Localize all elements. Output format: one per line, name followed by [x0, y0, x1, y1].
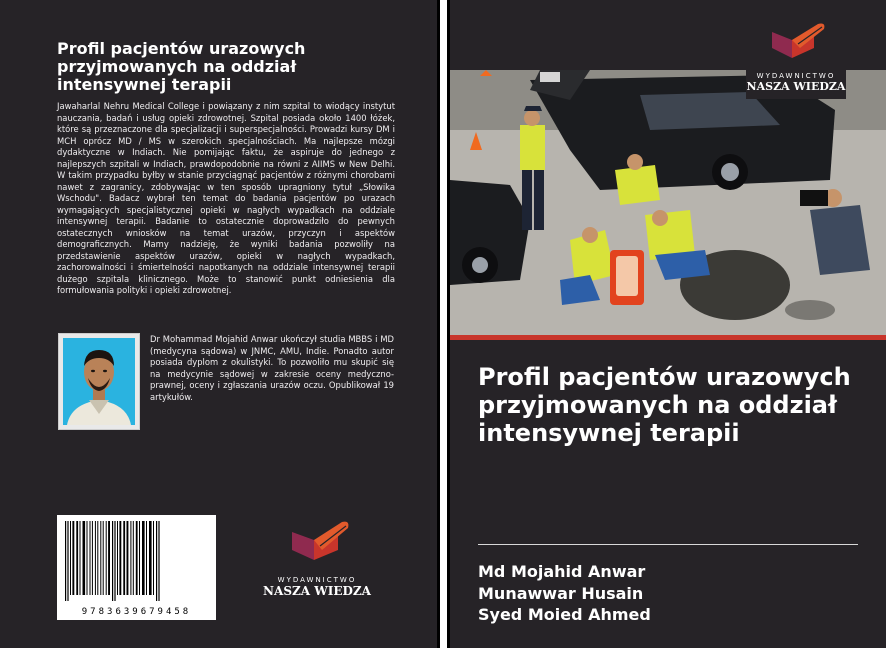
- barcode-bar: [83, 521, 86, 595]
- barcode-bar: [97, 521, 98, 595]
- publisher-label-small: WYDAWNICTWO: [277, 576, 357, 584]
- isbn-barcode: [57, 515, 216, 620]
- barcode-bar: [112, 521, 113, 601]
- publisher-label-big: NASZA WIEDZA: [263, 584, 371, 598]
- barcode-bar: [117, 521, 118, 595]
- author-portrait-image: [59, 334, 139, 429]
- publisher-logo-front: [746, 22, 846, 99]
- barcode-bar: [87, 521, 88, 595]
- spine-edge: [437, 0, 440, 648]
- barcode-bar: [149, 521, 152, 595]
- back-cover-title: Profil pacjentów urazowych przyjmowanych na oddział intensywnej terapii: [57, 39, 306, 94]
- barcode-bar: [67, 521, 68, 601]
- barcode-bar: [139, 521, 140, 595]
- author-name: Munawwar Husain: [478, 583, 644, 603]
- barcode-bar: [103, 521, 104, 595]
- barcode-bar: [142, 521, 145, 595]
- author-list: [478, 561, 651, 626]
- barcode-bar: [123, 521, 125, 595]
- barcode-bar: [156, 521, 157, 601]
- barcode-bars: [57, 515, 216, 605]
- barcode-bar: [80, 521, 81, 595]
- book-quill-icon: [746, 22, 846, 68]
- author-name: Syed Moied Ahmed: [478, 605, 651, 624]
- barcode-bar: [130, 521, 131, 595]
- barcode-bar: [153, 521, 154, 595]
- book-quill-icon: [262, 520, 372, 572]
- barcode-bar: [95, 521, 96, 595]
- barcode-bar: [133, 521, 134, 595]
- barcode-bar: [65, 521, 66, 601]
- barcode-bar: [90, 521, 91, 595]
- barcode-bar: [119, 521, 121, 595]
- accident-scene-photo: [450, 70, 886, 335]
- accident-scene-illustration: [450, 70, 886, 335]
- barcode-bar: [114, 521, 115, 601]
- barcode-bar: [127, 521, 129, 595]
- publisher-logo-back: [262, 520, 372, 598]
- isbn-number: 9783639679458: [81, 607, 192, 617]
- barcode-bar: [70, 521, 71, 595]
- barcode-bar: [72, 521, 74, 595]
- publisher-label-small: WYDAWNICTWO: [756, 72, 836, 80]
- title-divider: [478, 544, 858, 545]
- front-cover-title: Profil pacjentów urazowych przyjmowanych na oddział intensywnej terapii: [478, 363, 851, 447]
- author-name: Md Mojahid Anwar: [478, 562, 646, 581]
- author-bio: Dr Mohammad Mojahid Anwar ukończył studia MBBS i MD (medycyna sądowa) w JNMC, AMU, Indie. Ponadto autor posiada dyplom z okulistyki. To pozwoliło mu skupić się na medycynie sądowej w zakresie oceny medyczno-prawnej, oceny i zgłaszania urazów oczu. Opublikował 19 artykułów.: [150, 334, 394, 402]
- barcode-bar: [146, 521, 147, 595]
- accent-bar: [450, 335, 886, 340]
- barcode-bar: [136, 521, 138, 595]
- back-cover-description: Jawaharlal Nehru Medical College i powiązany z nim szpital to wiodący instytut nauczania, badań i usług opieki zdrowotnej. Szpital posiada około 1400 łóżek, które są przeznaczone dla specjalizacji i superspecjalności. Prowadzi kursy DM i MCH oprócz MD / MS w szerokich specjalnościach. Ma najlepsze mózgi dydaktyczne w Indiach. Nie pomijając faktu, że aspiruje do jednego z najlepszych szpitali w Indiach, prawdopodobnie na równi z AIIMS w New Delhi. W takim przypadku byłby w stanie przyciągnąć pacjentów z różnymi chorobami nawet z zagranicy, zdobywając w ten sposób upragniony tytuł „Słowika Wschodu". Badacz wybrał ten temat do badania pacjentów po urazach wymagających specjalistycznej opieki w nagłych wypadkach na oddziale intensywnej terapii. Badanie to ostatecznie doprowadziło do pewnych ostatecznych wniosków na temat urazów, przyczyn i aspektów demograficznych. Mamy nadzieję, że wyniki badania pozwoliły na przedstawienie aspektów urazów, opieki w nagłych wypadkach, zachorowalności i śmiertelności napotkanych na oddziale intensywnej terapii dużego szpitala klinicznego. Może to stanowić punkt odniesienia dla formułowania polityki i opieki zdrowotnej.: [57, 101, 395, 295]
- author-photo: [58, 333, 140, 430]
- barcode-bar: [158, 521, 159, 601]
- barcode-bar: [92, 521, 93, 595]
- publisher-label-big: NASZA WIEDZA: [746, 80, 846, 93]
- barcode-bar: [100, 521, 101, 595]
- barcode-bar: [108, 521, 110, 595]
- barcode-bar: [106, 521, 107, 595]
- barcode-bar: [76, 521, 78, 595]
